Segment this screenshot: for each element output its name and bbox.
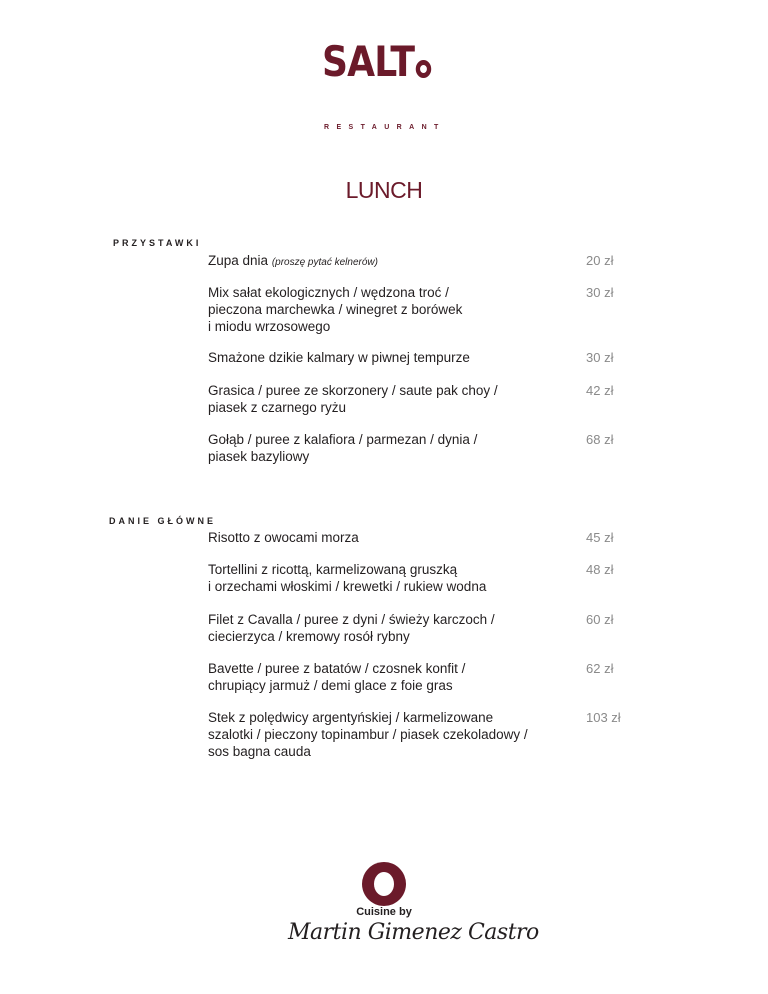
menu-item-name: Gołąb / puree z kalafiora / parmezan / dynia / piasek bazyliowy xyxy=(208,432,478,464)
menu-item-name: Risotto z owocami morza xyxy=(208,530,359,545)
menu-item-name: Smażone dzikie kalmary w piwnej tempurze xyxy=(208,350,470,365)
ring-icon xyxy=(362,862,406,906)
section-label-starters: PRZYSTAWKI xyxy=(113,238,202,248)
menu-item xyxy=(208,252,638,271)
menu-item xyxy=(208,660,638,694)
menu-item xyxy=(208,561,638,595)
menu-item xyxy=(208,611,638,645)
menu-item-name: Mix sałat ekologicznych / wędzona troć / pieczona marchewka / winegret z borówek i miodu wrzosowego xyxy=(208,285,463,334)
section-label-main-courses: DANIE GŁÓWNE xyxy=(109,516,216,526)
logo-ring-icon xyxy=(416,60,431,78)
menu-item-price: 20 zł xyxy=(586,253,614,268)
menu-item-name: Tortellini z ricottą, karmelizowaną gruszką i orzechami włoskimi / krewetki / rukiew wodna xyxy=(208,562,487,594)
menu-item-note: (proszę pytać kelnerów) xyxy=(271,257,378,268)
restaurant-logo xyxy=(322,37,448,131)
menu-item xyxy=(208,349,638,366)
menu-item xyxy=(208,382,638,416)
logo-subtitle: RESTAURANT xyxy=(324,124,446,131)
menu-item-price: 68 zł xyxy=(586,432,614,447)
menu-item-price: 62 zł xyxy=(586,661,614,676)
menu-item-name: Filet z Cavalla / puree z dyni / świeży karczoch / ciecierzyca / kremowy rosół rybny xyxy=(208,612,495,644)
menu-item-name: Bavette / puree z batatów / czosnek konfit / chrupiący jarmuż / demi glace z foie gras xyxy=(208,661,466,693)
menu-item-name xyxy=(208,252,568,271)
menu-item-name: Grasica / puree ze skorzonery / saute pak choy / piasek z czarnego ryżu xyxy=(208,383,498,415)
menu-item-price: 30 zł xyxy=(586,285,614,300)
menu-item xyxy=(208,709,638,760)
cuisine-by-label: Cuisine by xyxy=(356,906,412,918)
logo-text: SALT xyxy=(322,37,415,86)
menu-item-price: 30 zł xyxy=(586,350,614,365)
menu-item-price: 48 zł xyxy=(586,562,614,577)
menu-item xyxy=(208,284,638,335)
menu-item-name: Stek z polędwicy argentyńskiej / karmelizowane szalotki / pieczony topinambur / piasek czekoladowy / sos bagna cauda xyxy=(208,710,528,759)
menu-item-title: Zupa dnia xyxy=(208,253,269,268)
menu-item xyxy=(208,529,638,546)
logo-wordmark xyxy=(322,37,431,86)
chef-signature: Martin Gimenez Castro xyxy=(288,920,539,945)
menu-item-price: 60 zł xyxy=(586,612,614,627)
menu-item xyxy=(208,431,638,465)
menu-item-price: 103 zł xyxy=(586,710,621,725)
menu-title: LUNCH xyxy=(345,177,423,203)
menu-item-price: 42 zł xyxy=(586,383,614,398)
menu-item-price: 45 zł xyxy=(586,530,614,545)
